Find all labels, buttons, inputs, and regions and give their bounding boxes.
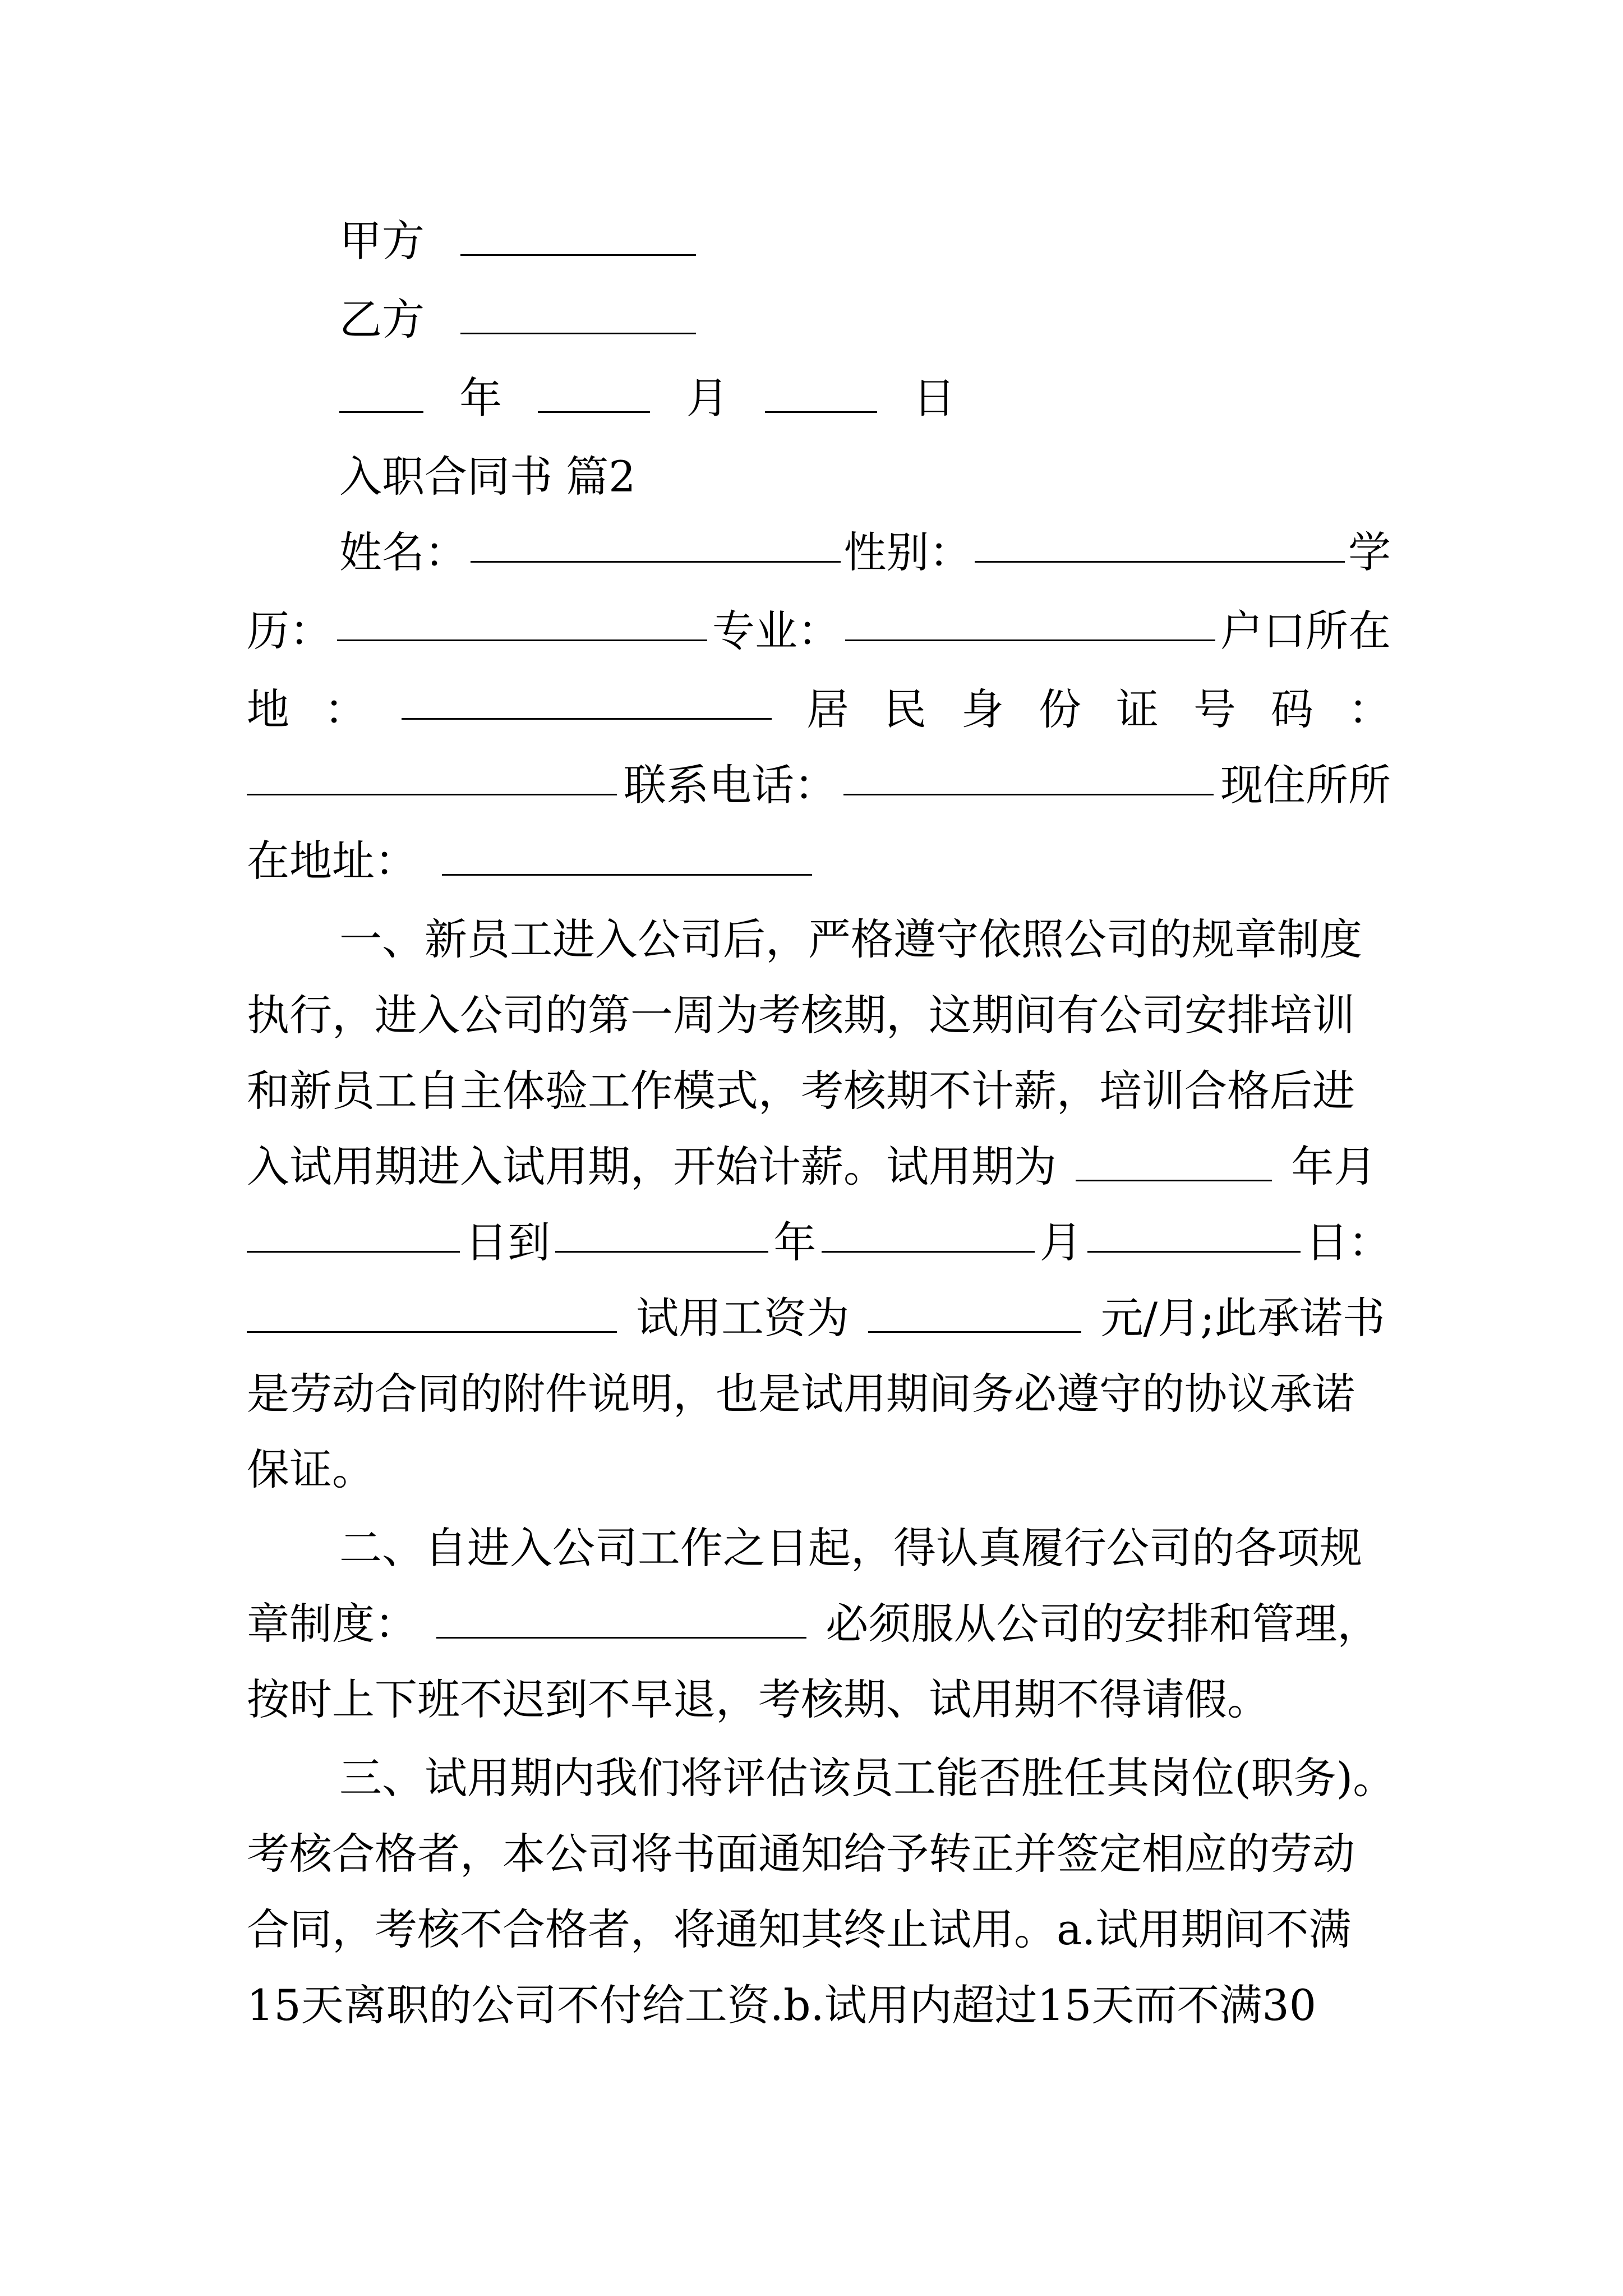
id-char: 份 (1039, 684, 1081, 734)
party-b-label: 乙方 (339, 295, 425, 344)
p1-line (247, 1287, 1391, 1349)
end-day-blank (1087, 1212, 1301, 1253)
gender-blank (975, 522, 1345, 563)
major-label: 专业： (712, 606, 840, 656)
obey-text: 必须服从公司的安排和管理， (826, 1599, 1380, 1649)
p1-line (247, 1212, 1391, 1273)
p1-line (247, 1136, 1391, 1198)
hukou-blank (402, 679, 772, 720)
info-line-1 (339, 522, 1391, 583)
edu-label-start: 学 (1348, 527, 1391, 577)
phone-label: 联系电话： (624, 760, 837, 810)
p1-line: 一、新员工进入公司后，严格遵守依照公司的规章制度 (339, 914, 1362, 964)
edu-label-end: 历： (247, 606, 332, 656)
info-line-4 (247, 754, 1391, 816)
month-blank (538, 372, 650, 413)
party-a-line (339, 210, 1483, 272)
p3-line: 15天离职的公司不付给工资.b.试用内超过15天而不满30 (247, 1980, 1317, 2030)
p1-line: 是劳动合同的附件说明，也是试用期间务必遵守的协议承诺 (247, 1369, 1355, 1419)
p1-line: 保证。 (247, 1444, 375, 1494)
address-blank (442, 835, 812, 876)
month-text: 月 (1039, 1217, 1082, 1267)
day-blank (765, 372, 877, 413)
date-line (339, 367, 1483, 429)
name-label: 姓名： (339, 527, 467, 577)
gender-label: 性别： (843, 527, 972, 577)
hukou-label-start: 户口所在 (1220, 606, 1391, 656)
name-blank (471, 522, 841, 563)
phone-blank (843, 754, 1214, 795)
wage-blank (868, 1292, 1081, 1333)
to-text: 日到 (465, 1217, 551, 1267)
address-label-start: 现住所所 (1220, 760, 1391, 810)
end-year-blank (555, 1212, 768, 1253)
wage-text: 试用工资为 (636, 1293, 850, 1343)
p2-line: 二、自进入公司工作之日起，得认真履行公司的各项规 (339, 1523, 1362, 1573)
info-line-2 (247, 600, 1391, 662)
id-char: ： (1348, 684, 1391, 734)
id-number-blank (247, 754, 617, 795)
start-day-blank (247, 1212, 460, 1253)
hukou-label-end: 地 (247, 684, 289, 734)
party-b-blank (460, 293, 696, 334)
id-char: 码 (1271, 684, 1313, 734)
p3-line: 考核合格者，本公司将书面通知给予转正并签定相应的劳动 (247, 1829, 1355, 1879)
probation-text: 入试用期进入试用期，开始计薪。试用期为 (247, 1142, 1057, 1191)
major-blank (845, 600, 1215, 641)
party-a-blank (460, 215, 696, 256)
p2-line: 按时上下班不迟到不早退，考核期、试用期不得请假。 (247, 1674, 1270, 1724)
probation-blank (1076, 1140, 1272, 1181)
rules-blank (436, 1598, 806, 1639)
rules-text: 章制度： (247, 1599, 417, 1649)
info-line-5 (247, 830, 1391, 892)
id-char: 居 (806, 684, 849, 734)
info-line-3 (247, 679, 1391, 740)
day-label: 日 (912, 373, 956, 423)
year-blank (339, 372, 423, 413)
year-text: 年 (773, 1217, 817, 1267)
edu-blank (337, 600, 707, 641)
id-char: 号 (1193, 684, 1236, 734)
p1-line: 和新员工自主体验工作模式，考核期不计薪，培训合格后进 (247, 1066, 1355, 1116)
year-month-text: 年月 (1291, 1142, 1377, 1191)
party-a-label: 甲方 (339, 216, 425, 266)
wage-unit-text: 元/月;此承诺书 (1100, 1293, 1385, 1343)
id-char: 证 (1116, 684, 1159, 734)
p1-line: 执行，进入公司的第一周为考核期，这期间有公司安排培训 (247, 990, 1355, 1040)
year-label: 年 (459, 373, 502, 423)
address-label-end: 在地址： (247, 836, 417, 886)
p3-line: 合同，考核不合格者，将通知其终止试用。a.试用期间不满 (247, 1904, 1352, 1954)
id-char: 民 (884, 684, 926, 734)
month-label: 月 (686, 373, 729, 423)
day-text: 日： (1305, 1217, 1391, 1267)
p2-line (247, 1593, 1391, 1655)
party-b-line (339, 289, 1483, 351)
hukou-colon: ： (324, 684, 367, 734)
doc-title: 入职合同书 篇2 (339, 452, 636, 501)
probation-blank-2 (247, 1292, 617, 1333)
p3-line: 三、试用期内我们将评估该员工能否胜任其岗位(职务)。 (339, 1753, 1396, 1803)
end-month-blank (822, 1212, 1035, 1253)
id-char: 身 (961, 684, 1004, 734)
